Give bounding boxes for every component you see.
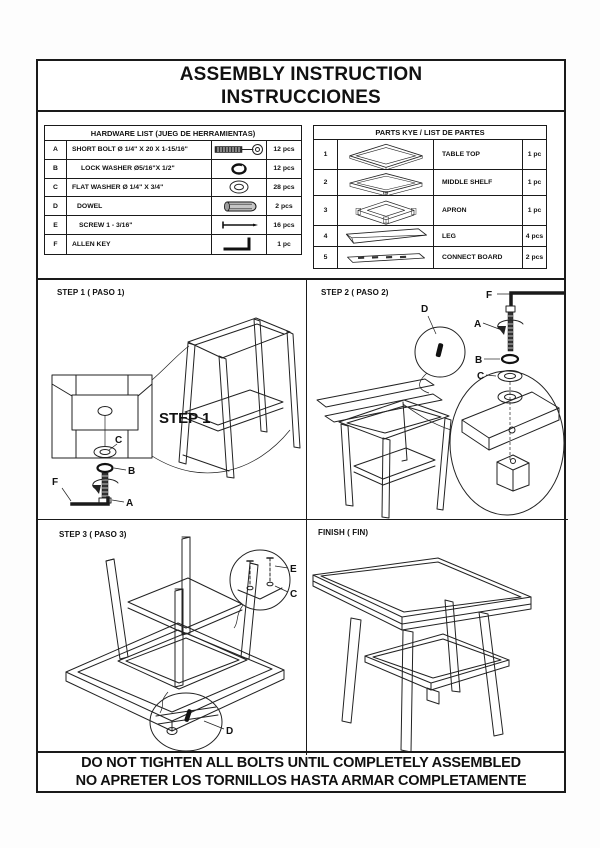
steps-section xyxy=(38,278,564,755)
step2-panel xyxy=(307,280,568,520)
part-row-name: APRON xyxy=(434,196,523,226)
part-row-name: LEG xyxy=(434,226,523,247)
apron-image xyxy=(340,197,432,225)
lists-band xyxy=(38,112,564,278)
part-row-qty: 1 pc xyxy=(523,170,546,196)
instruction-sheet xyxy=(36,59,566,793)
parts-list-header: PARTS KYE / LIST DE PARTES xyxy=(314,126,546,140)
hardware-row-qty: 2 pcs xyxy=(267,197,301,216)
title-english: ASSEMBLY INSTRUCTION xyxy=(179,63,423,85)
hardware-row-icon-cell xyxy=(212,216,267,235)
hardware-row-qty: 16 pcs xyxy=(267,216,301,235)
step2-drawing xyxy=(307,280,568,520)
step2-callout-d: D xyxy=(421,304,429,315)
hardware-row-id: C xyxy=(45,179,67,198)
leg-image xyxy=(341,227,431,245)
hardware-row-icon-cell xyxy=(212,160,267,179)
part-row-name: CONNECT BOARD xyxy=(434,247,523,268)
finish-drawing xyxy=(307,520,568,755)
step2-callout-b: B xyxy=(475,355,483,366)
middle-shelf-image xyxy=(342,171,430,195)
hardware-row-desc: SHORT BOLT Ø 1/4" X 20 X 1-15/16" xyxy=(67,141,212,160)
part-row-qty: 1 pc xyxy=(523,140,546,170)
part-row-num: 4 xyxy=(314,226,338,247)
step1-panel xyxy=(38,280,307,520)
table-top-image xyxy=(340,141,432,169)
hardware-row-icon-cell xyxy=(212,235,267,254)
part-row-image-cell xyxy=(338,196,434,226)
step1-callout-a: A xyxy=(126,498,134,509)
hardware-row-id: D xyxy=(45,197,67,216)
title-block xyxy=(38,61,564,112)
lock-washer-icon xyxy=(229,162,249,176)
dowel-icon xyxy=(220,200,258,213)
part-row-num: 2 xyxy=(314,170,338,196)
finish-panel xyxy=(307,520,568,755)
step2-callout-a: A xyxy=(474,319,482,330)
step3-drawing xyxy=(38,520,307,755)
part-row-qty: 4 pcs xyxy=(523,226,546,247)
warning-banner xyxy=(38,751,564,791)
step3-callout-e: E xyxy=(290,564,297,575)
parts-list-body xyxy=(314,140,546,268)
part-row-image-cell xyxy=(338,247,434,268)
step1-callout-c: C xyxy=(115,435,123,446)
step2-label: STEP 2 ( PASO 2) xyxy=(321,288,389,297)
step1-inline-label: STEP 1 xyxy=(159,410,211,427)
step3-panel xyxy=(38,520,307,755)
part-row-name: TABLE TOP xyxy=(434,140,523,170)
step3-callout-d: D xyxy=(226,726,234,737)
part-row-name: MIDDLE SHELF xyxy=(434,170,523,196)
flat-washer-icon xyxy=(227,179,251,195)
step1-drawing xyxy=(38,280,307,520)
parts-list-table xyxy=(313,125,547,269)
title-spanish: INSTRUCCIONES xyxy=(221,86,381,108)
step2-callout-f: F xyxy=(486,290,493,301)
step3-callout-c: C xyxy=(290,589,298,600)
part-row-qty: 2 pcs xyxy=(525,254,544,261)
step2-callout-c: C xyxy=(477,371,485,382)
part-row-image-cell xyxy=(338,140,434,170)
hardware-row-desc: SCREW 1 - 3/16" xyxy=(67,216,212,235)
step3-label: STEP 3 ( PASO 3) xyxy=(59,530,127,539)
hardware-row-qty: 1 pc xyxy=(277,240,291,248)
hardware-row-qty: 12 pcs xyxy=(267,160,301,179)
part-row-image-cell xyxy=(338,170,434,196)
hardware-row-qty: 12 pcs xyxy=(267,141,301,160)
hardware-row-desc: ALLEN KEY xyxy=(67,235,212,254)
hardware-row-desc: LOCK WASHER Ø5/16"X 1/2" xyxy=(67,160,212,179)
hardware-row-icon-cell xyxy=(212,179,267,198)
part-row-num: 5 xyxy=(314,247,338,268)
step1-callout-f: F xyxy=(52,477,59,488)
hardware-row-desc: DOWEL xyxy=(67,197,212,216)
hardware-row-icon-cell xyxy=(212,197,267,216)
allen-key-icon xyxy=(222,236,256,252)
hardware-row-icon-cell xyxy=(212,141,267,160)
part-row-image-cell xyxy=(338,226,434,247)
finish-label: FINISH ( FIN) xyxy=(318,528,369,537)
short-bolt-icon xyxy=(213,142,265,157)
part-row-num: 3 xyxy=(314,196,338,226)
hardware-row-id: E xyxy=(45,216,67,235)
hardware-row-qty: 28 pcs xyxy=(267,179,301,198)
hardware-list-table xyxy=(44,125,302,255)
part-row-num: 1 xyxy=(314,140,338,170)
hardware-row-id: B xyxy=(45,160,67,179)
hardware-list-body xyxy=(45,141,301,254)
hardware-row-desc: FLAT WASHER Ø 1/4" X 3/4" xyxy=(67,179,212,198)
hardware-row-id: F xyxy=(45,235,67,254)
warning-english: DO NOT TIGHTEN ALL BOLTS UNTIL COMPLETELY ASSEMBLED xyxy=(81,755,521,771)
warning-spanish: NO APRETER LOS TORNILLOS HASTA ARMAR COMPLETAMENTE xyxy=(75,773,527,789)
part-row-qty: 1 pc xyxy=(523,196,546,226)
hardware-row-id: A xyxy=(45,141,67,160)
hardware-list-header: HARDWARE LIST (JUEG DE HERRAMIENTAS) xyxy=(45,126,301,141)
step1-label: STEP 1 ( PASO 1) xyxy=(57,288,125,297)
step1-callout-b: B xyxy=(128,466,136,477)
connect-board-image xyxy=(341,251,431,265)
screw-icon xyxy=(219,220,259,230)
